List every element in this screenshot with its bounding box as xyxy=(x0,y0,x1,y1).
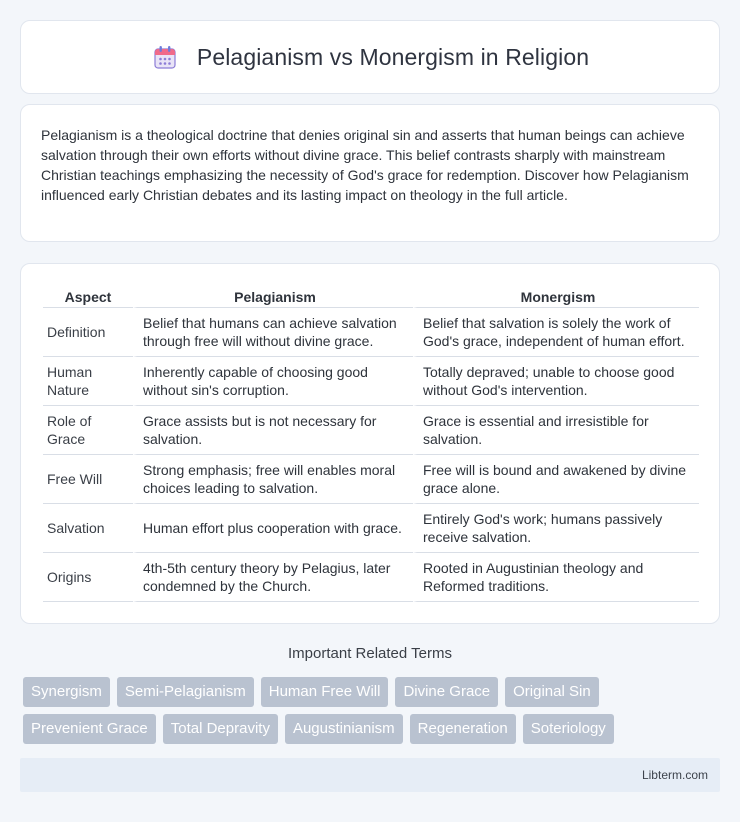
row-pelagianism: Grace assists but is not necessary for salvation. xyxy=(133,406,413,455)
row-aspect: Definition xyxy=(43,308,133,357)
header xyxy=(151,43,589,71)
table-row xyxy=(43,504,699,553)
table-row xyxy=(43,406,699,455)
intro-text: Pelagianism is a theological doctrine that denies original sin and asserts that human beings can achieve salvation through their own efforts without divine grace. This belief contrasts sharply with mainstream Christian teachings emphasizing the necessity of God's grace for redemption. Discover how Pelagianism influenced early Christian debates and its lasting impact on theology in the full article. xyxy=(41,127,689,203)
row-aspect: Free Will xyxy=(43,455,133,504)
related-term-tag[interactable]: Human Free Will xyxy=(261,677,389,707)
related-term-tag[interactable]: Divine Grace xyxy=(395,677,498,707)
related-term-tag[interactable]: Synergism xyxy=(23,677,110,707)
footer-site-link[interactable]: Libterm.com xyxy=(641,768,708,782)
page-title: Pelagianism vs Monergism in Religion xyxy=(196,43,590,70)
row-aspect: Role of Grace xyxy=(43,406,133,455)
row-monergism: Rooted in Augustinian theology and Reformed traditions. xyxy=(413,553,699,602)
row-pelagianism: 4th-5th century theory by Pelagius, later condemned by the Church. xyxy=(133,553,413,602)
row-pelagianism: Belief that humans can achieve salvation through free will without divine grace. xyxy=(133,308,413,357)
header-monergism: Monergism xyxy=(413,286,699,308)
row-aspect: Human Nature xyxy=(43,357,133,406)
row-monergism: Free will is bound and awakened by divine grace alone. xyxy=(413,455,699,504)
comparison-table xyxy=(43,286,699,602)
related-term-tag[interactable]: Original Sin xyxy=(505,677,599,707)
row-monergism: Entirely God's work; humans passively receive salvation. xyxy=(413,504,699,553)
row-aspect: Origins xyxy=(43,553,133,602)
calendar-icon xyxy=(151,43,179,71)
row-pelagianism: Strong emphasis; free will enables moral choices leading to salvation. xyxy=(133,455,413,504)
table-row xyxy=(43,308,699,357)
footer xyxy=(20,758,720,792)
row-monergism: Grace is essential and irresistible for salvation. xyxy=(413,406,699,455)
row-pelagianism: Human effort plus cooperation with grace. xyxy=(133,504,413,553)
table-row xyxy=(43,357,699,406)
header-card xyxy=(20,20,720,94)
related-terms-title: Important Related Terms xyxy=(288,645,452,662)
related-terms-list xyxy=(23,677,723,744)
comparison-card xyxy=(20,263,720,624)
header-pelagianism: Pelagianism xyxy=(133,286,413,308)
related-term-tag[interactable]: Total Depravity xyxy=(163,714,278,744)
row-monergism: Totally depraved; unable to choose good without God's intervention. xyxy=(413,357,699,406)
header-aspect: Aspect xyxy=(43,286,133,308)
related-term-tag[interactable]: Augustinianism xyxy=(285,714,403,744)
table-row xyxy=(43,553,699,602)
row-monergism: Belief that salvation is solely the work of God's grace, independent of human effort. xyxy=(413,308,699,357)
row-aspect: Salvation xyxy=(43,504,133,553)
related-term-tag[interactable]: Semi-Pelagianism xyxy=(117,677,254,707)
related-term-tag[interactable]: Soteriology xyxy=(523,714,614,744)
row-pelagianism: Inherently capable of choosing good without sin's corruption. xyxy=(133,357,413,406)
related-term-tag[interactable]: Prevenient Grace xyxy=(23,714,156,744)
related-term-tag[interactable]: Regeneration xyxy=(410,714,516,744)
intro-card xyxy=(20,104,720,242)
table-header-row xyxy=(43,286,699,308)
table-row xyxy=(43,455,699,504)
